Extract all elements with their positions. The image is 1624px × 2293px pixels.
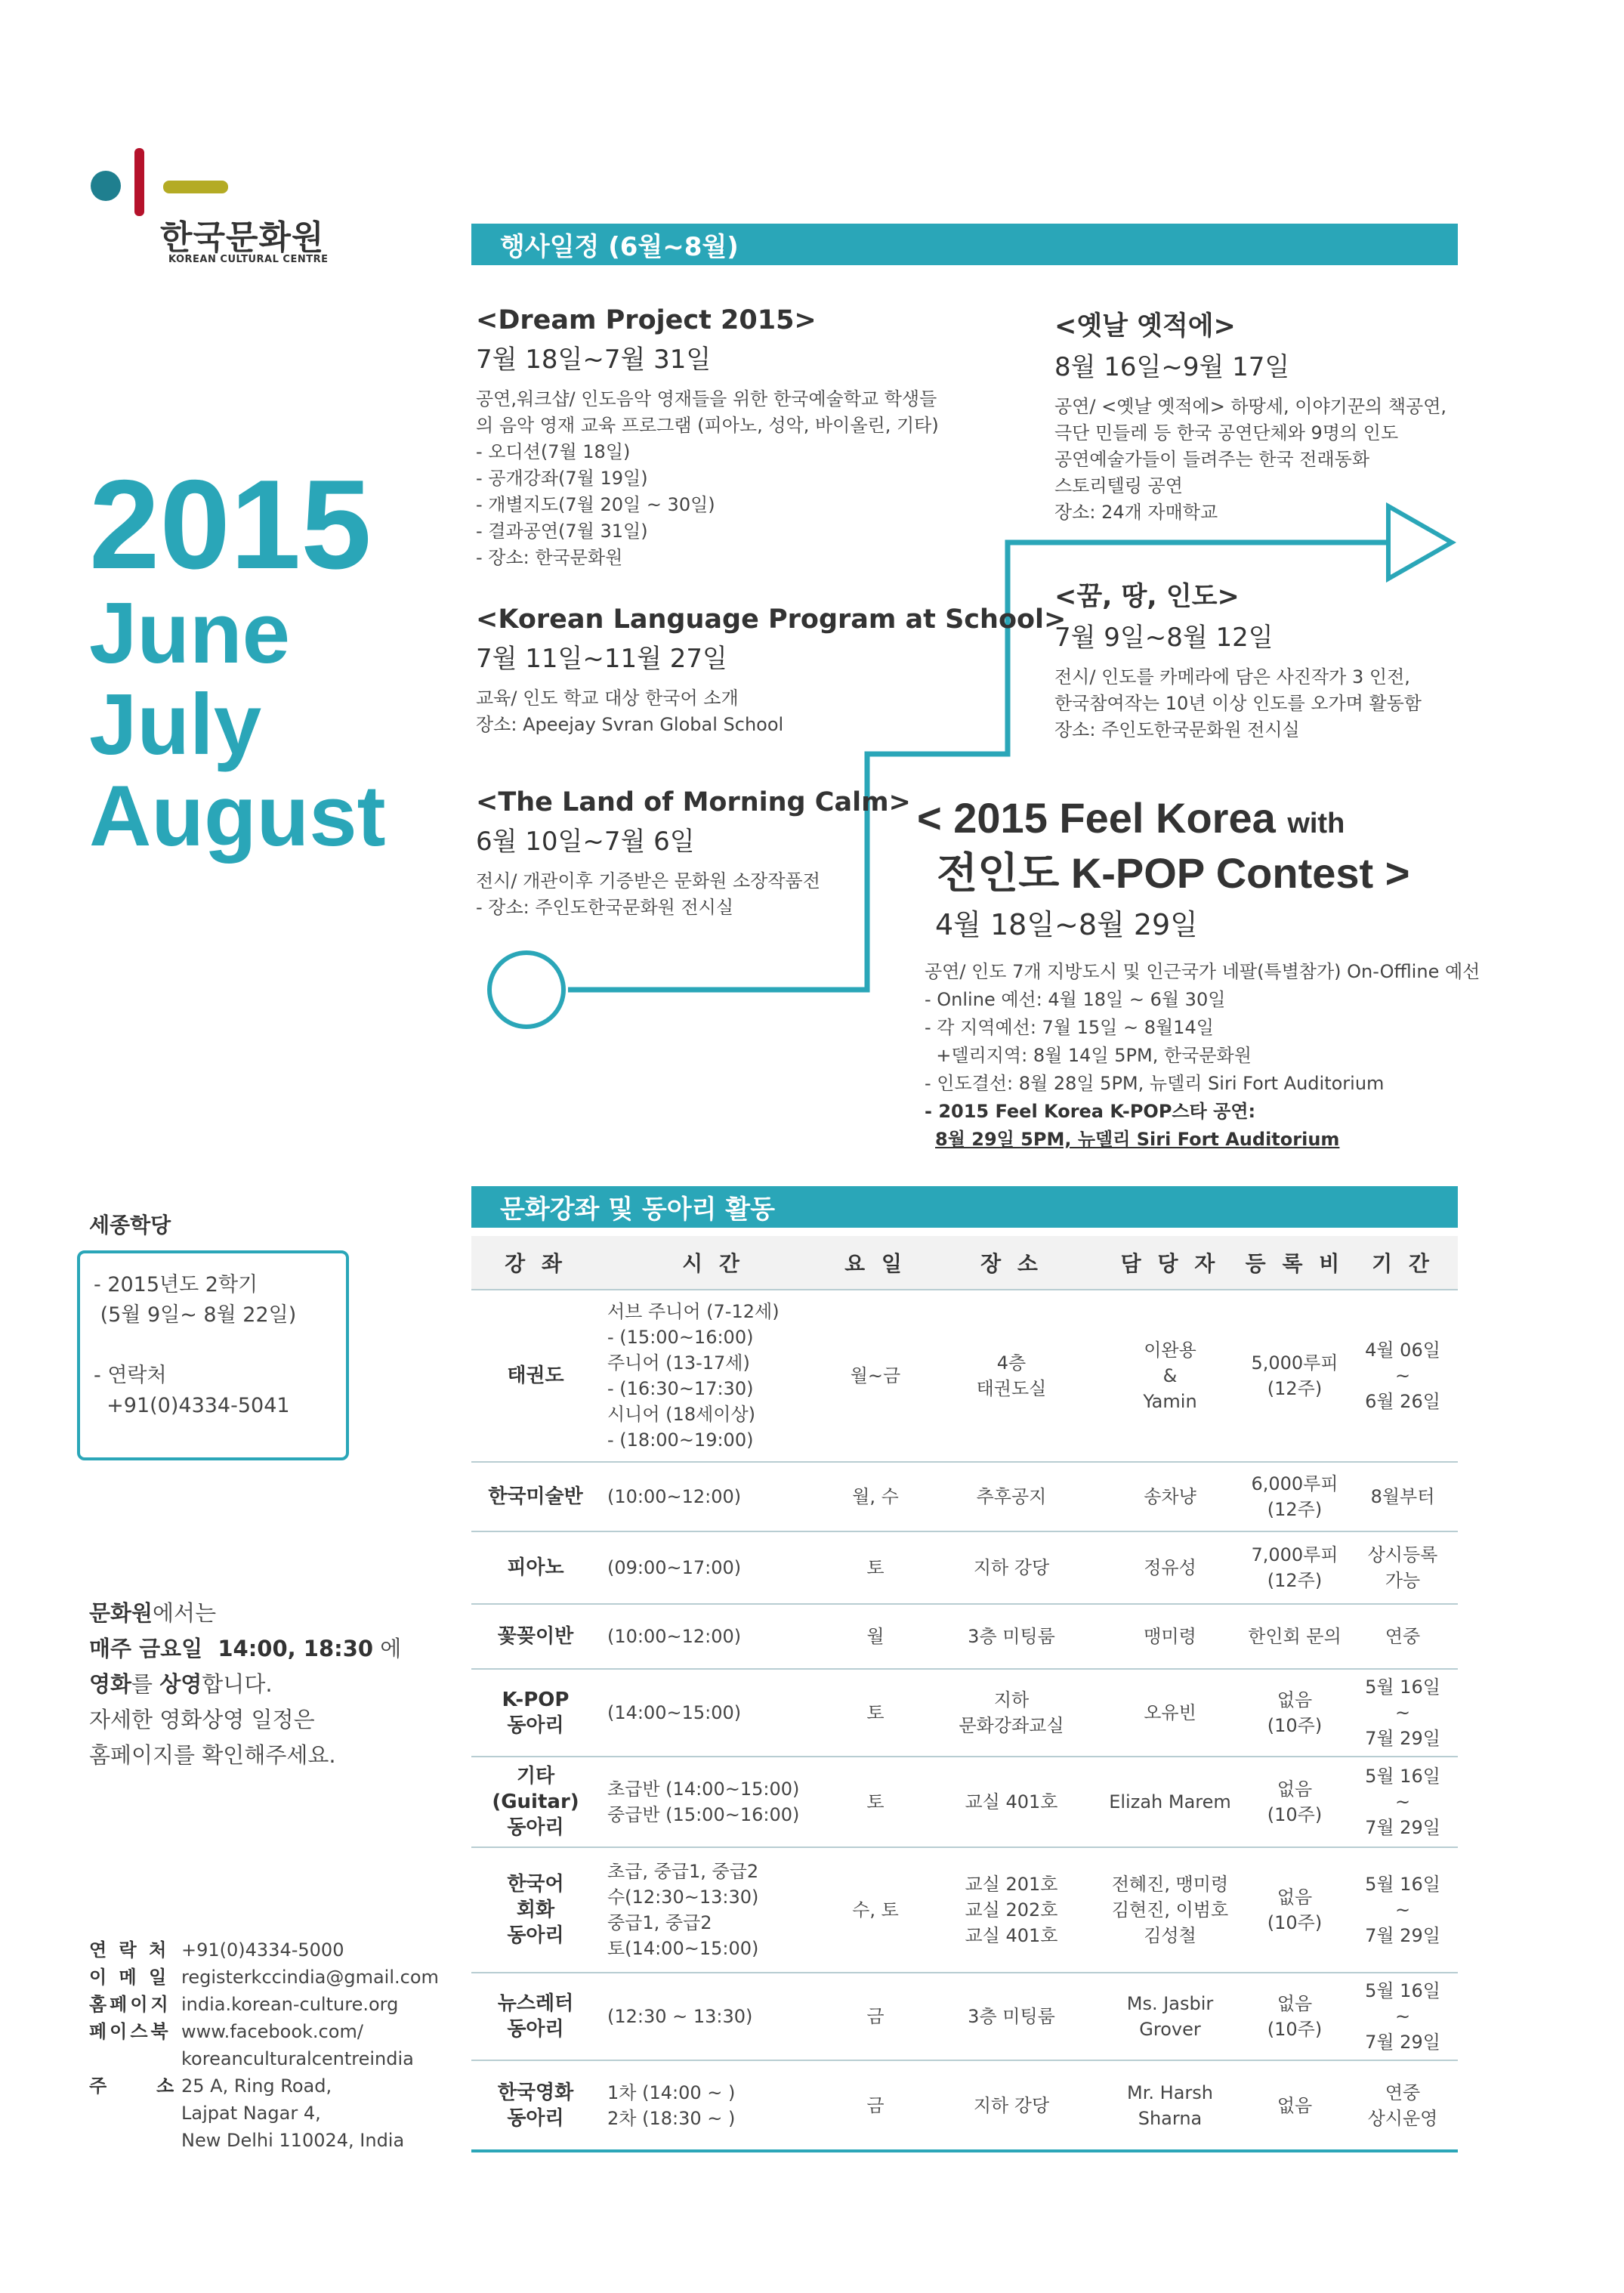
event-line: - 결과공연(7월 31일) [476,521,648,542]
table-cell-place: 4층 태권도실 [925,1290,1098,1462]
table-row [471,1290,1458,1462]
event-date: 8월 16일~9월 17일 [1054,352,1290,382]
table-cell-place: 지하 강당 [925,2060,1098,2151]
table-cell-period: 상시등록 가능 [1348,1531,1458,1604]
table-cell-day: 토 [826,1669,925,1757]
table-cell-time: 초급반 (14:00~15:00) 중급반 (15:00~16:00) [600,1757,826,1847]
table-header-row [471,1236,1458,1290]
table-cell-fee: 없음 (10주) [1242,1757,1348,1847]
sejong-line: (5월 9일~ 8월 22일) [94,1303,297,1327]
sejong-line: - 2015년도 2학기 [94,1273,258,1296]
table-cell-day: 월~금 [826,1290,925,1462]
event-line: 한국참여작는 10년 이상 인도를 오가며 활동함 [1054,693,1422,714]
table-cell-place: 지하 문화강좌교실 [925,1669,1098,1757]
sejong-info-box [77,1250,349,1460]
table-cell-fee: 없음 (10주) [1242,1669,1348,1757]
contest-line-bold: - 2015 Feel Korea K-POP스타 공연: [925,1101,1256,1122]
table-cell-class: 뉴스레터 동아리 [471,1973,600,2060]
event-line: 의 음악 영재 교육 프로그램 (피아노, 성악, 바이올린, 기타) [476,415,939,436]
table-cell-fee: 한인회 문의 [1242,1604,1348,1669]
table-cell-instructor: 송차냥 [1098,1462,1242,1531]
event-line: 교육/ 인도 학교 대상 한국어 소개 [476,688,739,709]
table-row [471,1973,1458,2060]
contact-row [89,2127,444,2154]
event-line: 전시/ 인도를 카메라에 담은 사진작가 3 인전, [1054,666,1410,688]
event-title: <꿈, 땅, 인도> [1054,582,1240,612]
event-description [1054,394,1446,526]
event-line: 장소: Apeejay Svran Global School [476,714,784,735]
table-cell-instructor: 전혜진, 맹미령 김현진, 이범호 김성철 [1098,1847,1242,1973]
contact-phone: +91(0)4334-5000 [181,1939,344,1961]
table-cell-class: 꽃꽂이반 [471,1604,600,1669]
film-line-1: 문화원에서는 [89,1600,217,1626]
contact-info [89,1936,444,2154]
table-cell-day: 토 [826,1531,925,1604]
event-date: 7월 9일~8월 12일 [1054,623,1274,653]
table-row [471,1604,1458,1669]
event-line: 스토리텔링 공연 [1054,475,1183,496]
event-line: - 장소: 한국문화원 [476,547,623,568]
film-line-5: 홈페이지를 확인해주세요. [89,1742,336,1768]
table-cell-fee: 없음 (10주) [1242,1847,1348,1973]
table-cell-class: 한국미술반 [471,1462,600,1531]
table-cell-day: 금 [826,1973,925,2060]
classes-header-text: 문화강좌 및 동아리 활동 [500,1194,775,1225]
event-date: 7월 18일~7월 31일 [476,345,712,375]
table-cell-fee: 없음 (10주) [1242,1973,1348,2060]
table-cell-class: 태권도 [471,1290,600,1462]
event-date: 7월 11일~11월 27일 [476,644,727,674]
event-line: 극단 민들레 등 한국 공연단체와 9명의 인도 [1054,422,1399,443]
column-header: 요 일 [826,1236,925,1290]
table-cell-time: 초급, 중급1, 중급2 수(12:30~13:30) 중급1, 중급2 토(14:00~15:00) [600,1847,826,1973]
contest-line: - 인도결선: 8월 28일 5PM, 뉴델리 Siri Fort Auditorium [925,1073,1385,1094]
event-line: 장소: 24개 자매학교 [1054,502,1218,523]
contest-title-line2: 전인도 K-POP Contest > [937,849,1410,897]
month-august: August [89,768,386,864]
event-date: 6월 10일~7월 6일 [476,827,695,857]
table-cell-fee: 6,000루피 (12주) [1242,1462,1348,1531]
table-cell-period: 5월 16일 ~ 7월 29일 [1348,1757,1458,1847]
contact-label: 이 메 일 [89,1967,170,1988]
table-cell-class: 한국어 회화 동아리 [471,1847,600,1973]
event-description [476,386,939,571]
table-cell-class: K-POP 동아리 [471,1669,600,1757]
column-header: 시 간 [600,1236,826,1290]
table-cell-period: 5월 16일 ~ 7월 29일 [1348,1669,1458,1757]
table-row [471,1669,1458,1757]
table-row [471,1757,1458,1847]
contact-row [89,1991,444,2018]
schedule-header-text: 행사일정 (6월~8월) [500,232,739,262]
contact-address: 25 A, Ring Road, [181,2075,332,2097]
contact-address: Lajpat Nagar 4, [181,2103,321,2124]
table-cell-fee: 5,000루피 (12주) [1242,1290,1348,1462]
contest-title-line1 [917,793,1480,848]
event-line: - 장소: 주인도한국문화원 전시실 [476,897,734,918]
table-cell-instructor: 이완용 & Yamin [1098,1290,1242,1462]
year-heading: 2015 [89,453,372,595]
contest-line: - 각 지역예선: 7월 15일 ~ 8월14일 [925,1017,1214,1038]
month-july: July [89,677,262,773]
table-cell-time: (10:00~12:00) [600,1604,826,1669]
table-cell-time: (10:00~12:00) [600,1462,826,1531]
table-cell-fee: 7,000루피 (12주) [1242,1531,1348,1604]
table-cell-class: 한국영화 동아리 [471,2060,600,2151]
contact-label: 홈페이지 [89,1994,171,2015]
contact-facebook[interactable]: www.facebook.com/ [181,2021,363,2042]
table-cell-day: 월 [826,1604,925,1669]
contact-row [89,2018,444,2045]
film-line-3: 영화를 상영합니다. [89,1671,273,1697]
table-cell-period: 연중 [1348,1604,1458,1669]
table-cell-instructor: Ms. Jasbir Grover [1098,1973,1242,2060]
contact-row [89,2100,444,2127]
table-row [471,1531,1458,1604]
event-line: 전시/ 개관이후 기증받은 문화원 소장작품전 [476,870,820,892]
table-cell-day: 수, 토 [826,1847,925,1973]
table-cell-time: (12:30 ~ 13:30) [600,1973,826,2060]
table-cell-day: 월, 수 [826,1462,925,1531]
film-notice [89,1596,444,1773]
table-row [471,2060,1458,2151]
table-cell-period: 8월부터 [1348,1462,1458,1531]
column-header: 장 소 [925,1236,1098,1290]
table-cell-instructor: Elizah Marem [1098,1757,1242,1847]
sejong-line: +91(0)4334-5041 [94,1394,290,1417]
event-description [476,685,1066,738]
contest-line: +델리지역: 8월 14일 5PM, 한국문화원 [925,1045,1252,1066]
table-cell-instructor: 오유빈 [1098,1669,1242,1757]
month-june: June [89,586,291,681]
table-cell-class: 기타 (Guitar) 동아리 [471,1757,600,1847]
logo-subtitle: KOREAN CULTURAL CENTRE [168,254,329,265]
column-header: 담 당 자 [1098,1236,1242,1290]
table-cell-time: (09:00~17:00) [600,1531,826,1604]
event-title: <The Land of Morning Calm> [476,787,911,817]
event-line: 공연예술가들이 들려주는 한국 전래동화 [1054,449,1370,470]
sejong-title: 세종학당 [89,1213,171,1238]
event-dream-project [476,305,939,571]
contact-label: 주 소 [89,2075,178,2097]
table-cell-place: 3층 미팅룸 [925,1973,1098,2060]
table-cell-place: 3층 미팅룸 [925,1604,1098,1669]
column-header: 기 간 [1348,1236,1458,1290]
logo-name: 한국문화원 [160,218,325,257]
contact-label: 페이스북 [89,2021,171,2042]
contact-row [89,2072,444,2100]
table-cell-instructor: 맹미령 [1098,1604,1242,1669]
event-title: <옛날 옛적에> [1054,311,1236,341]
table-row [471,1847,1458,1973]
table-cell-fee: 없음 [1242,2060,1348,2151]
sejong-line [94,1330,332,1361]
contact-homepage[interactable]: india.korean-culture.org [181,1994,399,2015]
table-cell-period: 4월 06일 ~ 6월 26일 [1348,1290,1458,1462]
event-line: 장소: 주인도한국문화원 전시실 [1054,719,1300,740]
contest-title-with: with [1287,808,1345,839]
contest-line: 공연/ 인도 7개 지방도시 및 인근국가 네팔(특별참가) On-Offline 예선 [925,961,1480,982]
table-cell-period: 연중 상시운영 [1348,2060,1458,2151]
event-title: <Korean Language Program at School> [476,604,1067,635]
contest-date: 4월 18일~8월 29일 [935,908,1198,941]
classes-header [471,1186,1458,1228]
column-header: 강 좌 [471,1236,600,1290]
table-cell-period: 5월 16일 ~ 7월 29일 [1348,1973,1458,2060]
table-cell-time: 1차 (14:00 ~ ) 2차 (18:30 ~ ) [600,2060,826,2151]
table-row [471,1462,1458,1531]
contact-row [89,1964,444,1991]
table-cell-day: 토 [826,1757,925,1847]
table-cell-place: 교실 201호 교실 202호 교실 401호 [925,1847,1098,1973]
event-line: - 오디션(7월 18일) [476,441,631,462]
table-cell-time: 서브 주니어 (7-12세) - (15:00~16:00) 주니어 (13-17세) - (16:30~17:30) 시니어 (18세이상) - (18:00~19:00) [600,1290,826,1462]
table-cell-day: 금 [826,2060,925,2151]
contact-facebook-cont[interactable]: koreanculturalcentreindia [181,2048,414,2069]
contest-title-main: < 2015 Feel Korea [917,794,1276,842]
event-line: 공연/ <옛날 옛적에> 하땅세, 이야기꾼의 책공연, [1054,396,1447,417]
event-line: 공연,워크샵/ 인도음악 영재들을 위한 한국예술학교 학생들 [476,388,937,409]
contest-line: - Online 예선: 4월 18일 ~ 6월 30일 [925,989,1226,1010]
contact-row [89,2045,444,2072]
event-description [476,868,911,921]
event-dream-land-india [1054,576,1422,743]
film-line-4: 자세한 영화상영 일정은 [89,1707,315,1732]
table-cell-class: 피아노 [471,1531,600,1604]
column-header: 등 록 비 [1242,1236,1348,1290]
film-line-2: 매주 금요일 14:00, 18:30 에 [89,1636,402,1661]
event-kpop-contest [917,793,1480,1154]
event-title: <Dream Project 2015> [476,305,817,335]
contact-email[interactable]: registerkccindia@gmail.com [181,1967,439,1988]
table-cell-place: 교실 401호 [925,1757,1098,1847]
classes-table [471,1236,1458,2152]
table-cell-instructor: 정유성 [1098,1531,1242,1604]
event-description [1054,664,1422,743]
table-cell-place: 지하 강당 [925,1531,1098,1604]
contact-row [89,1936,444,1964]
event-land-of-morning-calm [476,787,911,921]
contest-description [917,958,1480,1154]
contact-label: 연 락 처 [89,1939,170,1961]
table-cell-place: 추후공지 [925,1462,1098,1531]
contact-address: New Delhi 110024, India [181,2130,405,2151]
table-cell-period: 5월 16일 ~ 7월 29일 [1348,1847,1458,1973]
contest-line-bold: 8월 29일 5PM, 뉴델리 Siri Fort Auditorium [935,1129,1340,1150]
sejong-line: - 연락처 [94,1364,167,1387]
event-line: - 개별지도(7월 20일 ~ 30일) [476,494,715,515]
event-once-upon-a-time [1054,305,1446,526]
event-korean-language-program [476,604,1066,738]
event-line: - 공개강좌(7월 19일) [476,468,648,489]
table-cell-time: (14:00~15:00) [600,1669,826,1757]
table-cell-instructor: Mr. Harsh Sharna [1098,2060,1242,2151]
